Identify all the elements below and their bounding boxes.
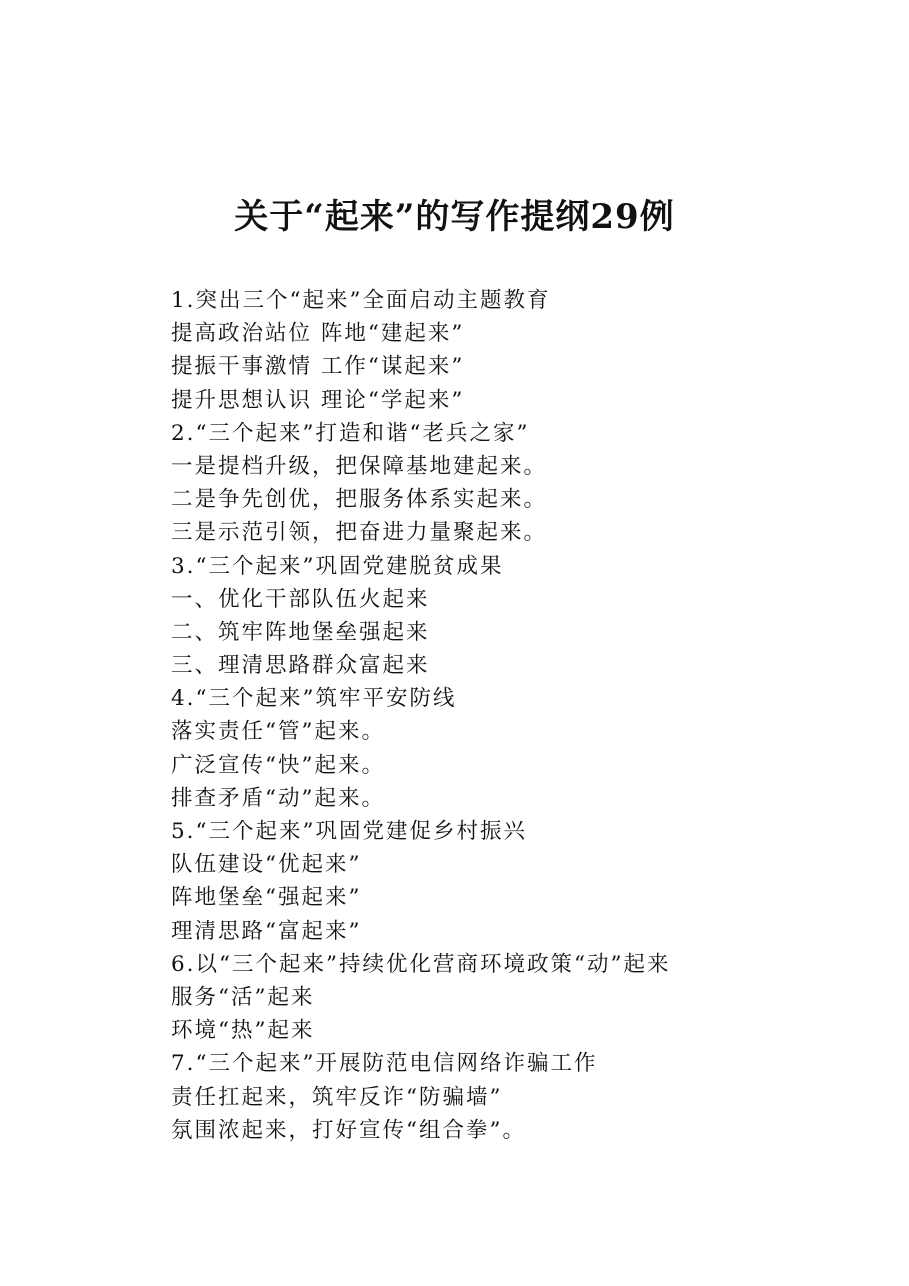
outline-line: 6.以“三个起来”持续优化营商环境政策“动”起来 (171, 951, 671, 977)
outline-line: 提振干事激情 工作“谋起来” (171, 354, 465, 380)
outline-list (171, 284, 871, 1147)
outline-line: 阵地堡垒“强起来” (171, 885, 362, 911)
outline-line: 提高政治站位 阵地“建起来” (171, 321, 465, 347)
outline-line: 广泛宣传“快”起来。 (171, 752, 385, 778)
outline-line: 队伍建设“优起来” (171, 852, 362, 878)
outline-line: 5.“三个起来”巩固党建促乡村振兴 (171, 819, 527, 844)
outline-line: 排查矛盾“动”起来。 (171, 785, 385, 811)
outline-line: 落实责任“管”起来。 (171, 719, 385, 745)
outline-line: 4.“三个起来”筑牢平安防线 (171, 686, 457, 712)
outline-line: 环境“热”起来 (171, 1018, 315, 1044)
outline-line: 二是争先创优，把服务体系实起来。 (171, 487, 548, 513)
outline-line: 3.“三个起来”巩固党建脱贫成果 (171, 553, 504, 579)
outline-line: 理清思路“富起来” (171, 918, 362, 944)
outline-line: 责任扛起来，筑牢反诈“防骗墙” (171, 1084, 503, 1110)
outline-line: 氛围浓起来，打好宣传“组合拳”。 (171, 1117, 526, 1143)
outline-line: 一、优化干部队伍火起来 (171, 586, 430, 612)
document-title: 关于“起来”的写作提纲29例 (234, 197, 675, 237)
outline-line: 二、筑牢阵地堡垒强起来 (171, 619, 430, 645)
outline-line: 三、理清思路群众富起来 (171, 653, 430, 679)
outline-line: 一是提档升级，把保障基地建起来。 (171, 453, 548, 479)
outline-line: 服务“活”起来 (171, 984, 315, 1010)
outline-line: 提升思想认识 理论“学起来” (171, 387, 465, 413)
outline-line: 1.突出三个“起来”全面启动主题教育 (171, 288, 551, 313)
outline-line: 7.“三个起来”开展防范电信网络诈骗工作 (171, 1051, 598, 1077)
outline-line: 三是示范引领，把奋进力量聚起来。 (171, 520, 548, 546)
outline-line: 2.“三个起来”打造和谐“老兵之家” (171, 420, 530, 446)
